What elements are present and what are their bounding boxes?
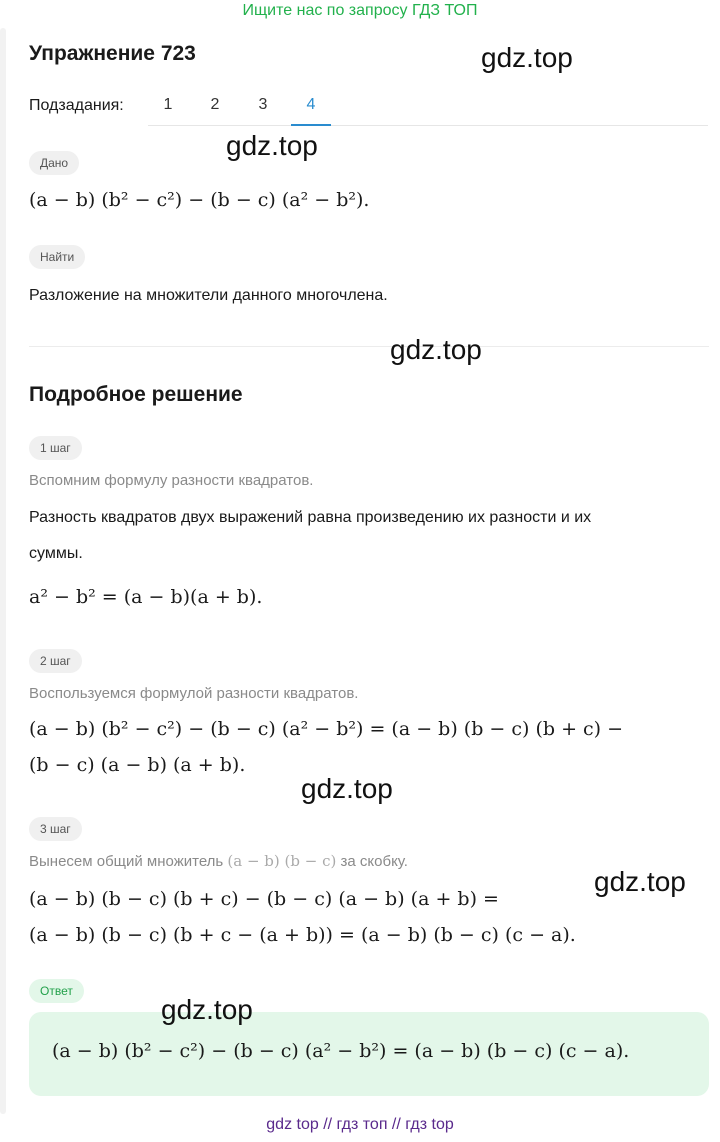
subtask-tabs [148,90,708,126]
answer-expression: (a − b) (b² − c²) − (b − c) (a² − b²) = (a − b) (b − c) (c − a). [52,1040,630,1062]
step-3-expression-line-2: (a − b) (b − c) (b + c − (a + b)) = (a − b) (b − c) (c − a). [29,924,576,946]
step-1-hint: Вспомним формулу разности квадратов. [29,472,314,489]
find-badge: Найти [29,245,85,269]
solution-title: Подробное решение [29,383,243,406]
watermark: gdz.top [161,994,253,1025]
top-banner[interactable]: Ищите нас по запросу ГДЗ ТОП [242,2,478,19]
subtasks-label: Подзадания: [29,97,124,114]
step-3-hint-prefix: Вынесем общий множитель [29,853,224,870]
page-title: Упражнение 723 [29,42,196,65]
divider [29,346,709,347]
tab-4[interactable]: 4 [291,96,331,126]
tab-3[interactable]: 3 [258,96,268,113]
step-2-expression-line-1: (a − b) (b² − c²) − (b − c) (a² − b²) = (a − b) (b − c) (b + c) − [29,718,624,740]
step-1-expression: a² − b² = (a − b)(a + b). [29,586,263,608]
step-3-hint-expression: (a − b) (b − c) [227,852,337,870]
tab-1[interactable]: 1 [163,96,173,113]
footer-links[interactable]: gdz top // гдз топ // гдз top [266,1116,454,1133]
left-scroll-bar [0,28,6,1114]
step-3-expression-line-1: (a − b) (b − c) (b + c) − (b − c) (a − b) (a + b) = [29,888,499,910]
step-2-expression-line-2: (b − c) (a − b) (a + b). [29,754,246,776]
given-expression: (a − b) (b² − c²) − (b − c) (a² − b²). [29,189,370,211]
watermark: gdz.top [226,130,318,161]
step-1-text: Разность квадратов двух выражений равна произведению их разности и их [29,509,592,526]
step-3-badge: 3 шаг [29,817,82,841]
step-2-hint: Воспользуемся формулой разности квадратов. [29,685,359,702]
watermark: gdz.top [594,866,686,897]
step-3-hint-suffix: за скобку. [340,853,408,870]
watermark: gdz.top [301,773,393,804]
watermark: gdz.top [481,42,573,73]
step-3-hint [29,852,408,870]
step-2-badge: 2 шаг [29,649,82,673]
step-1-badge: 1 шаг [29,436,82,460]
watermark: gdz.top [390,334,482,365]
tab-2[interactable]: 2 [210,96,220,113]
answer-badge: Ответ [29,979,84,1003]
step-1-text-cont: суммы. [29,545,83,562]
given-badge: Дано [29,151,79,175]
find-text: Разложение на множители данного многочлена. [29,287,388,304]
